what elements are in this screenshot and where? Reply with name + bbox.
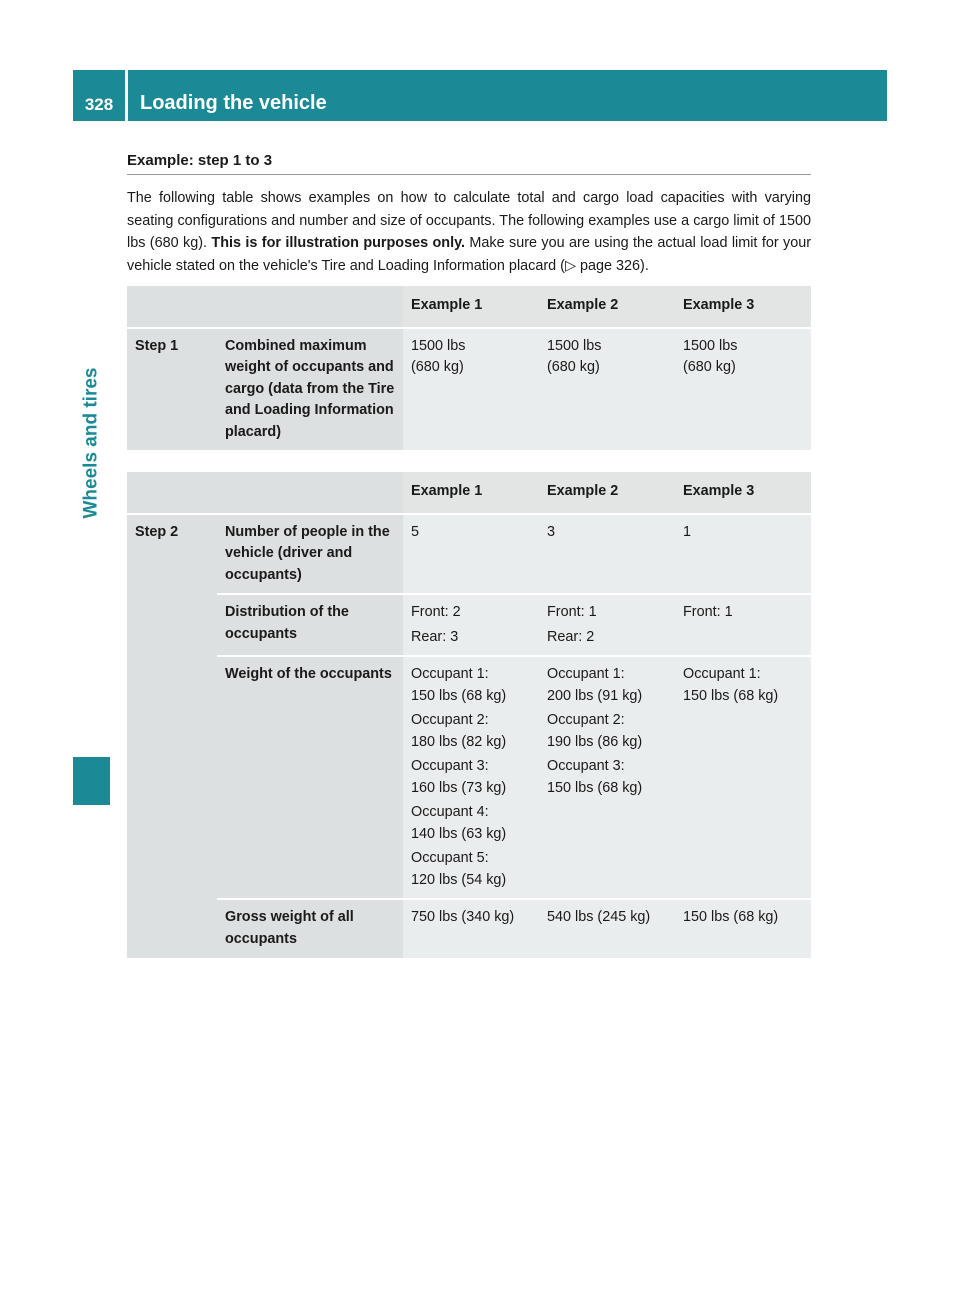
occupant-label: Occupant 2: xyxy=(411,712,489,728)
occupant-weight: 150 lbs (68 kg) xyxy=(547,779,643,796)
intro-paragraph xyxy=(127,187,811,277)
chapter-tab-marker xyxy=(73,757,110,805)
value-cell: 3 xyxy=(539,513,675,594)
value-cell xyxy=(403,655,539,898)
row-label: Combined maximum weight of occupants and cargo (data from the Tire and Loading Information placard) xyxy=(217,327,403,451)
table-header-row xyxy=(127,472,811,513)
main-content xyxy=(127,152,811,958)
step2-table xyxy=(127,472,811,958)
header-example-3: Example 3 xyxy=(675,472,811,513)
table-row xyxy=(127,593,811,655)
row-label: Weight of the occupants xyxy=(217,655,403,898)
table-row xyxy=(127,327,811,451)
occupant-entry xyxy=(411,710,532,753)
occupant-label: Occupant 2: xyxy=(547,712,625,728)
header-empty-cell xyxy=(217,286,403,327)
intro-emphasis: This is for illustration purposes only. xyxy=(211,235,466,251)
occupant-entry xyxy=(547,664,668,707)
occupant-label: Occupant 3: xyxy=(411,758,489,774)
intro-text-2: Make sure you are using the actual load limit for your vehicle stated on the vehicle's Tire and Loading Information placard ( xyxy=(127,235,812,274)
page-header-title: Loading the vehicle xyxy=(128,70,887,121)
header-example-2: Example 2 xyxy=(539,286,675,327)
occupant-weight: 140 lbs (63 kg) xyxy=(411,825,507,842)
intro-text-1: The following table shows examples on how to calculate total and cargo load capacities with varying seating configurations and number and size of occupants. The following examples use a cargo limit of 1500 lbs (680 kg). xyxy=(127,190,811,251)
occupant-weight: 120 lbs (54 kg) xyxy=(411,871,507,888)
occupant-weight: 190 lbs (86 kg) xyxy=(547,733,643,750)
header-empty-cell xyxy=(127,472,217,513)
value-cell xyxy=(675,655,811,898)
value-cell xyxy=(539,593,675,655)
table-row xyxy=(127,898,811,958)
occupant-entry xyxy=(411,664,532,707)
occupant-weight: 160 lbs (73 kg) xyxy=(411,779,507,796)
header-empty-cell xyxy=(127,286,217,327)
occupant-entry xyxy=(547,756,668,799)
header-example-3: Example 3 xyxy=(675,286,811,327)
page-reference-link[interactable]: page 326). xyxy=(576,257,649,274)
value-cell: 150 lbs (68 kg) xyxy=(675,898,811,958)
step-label: Step 2 xyxy=(127,513,217,959)
occupant-weight: 150 lbs (68 kg) xyxy=(683,687,779,704)
occupant-entry xyxy=(411,756,532,799)
value-line: 1500 lbs xyxy=(411,337,466,354)
value-cell: 1 xyxy=(675,513,811,594)
header-example-1: Example 1 xyxy=(403,286,539,327)
value-cell xyxy=(403,593,539,655)
table-row xyxy=(127,655,811,898)
occupant-entry xyxy=(411,848,532,891)
row-label: Number of people in the vehicle (driver and occupants) xyxy=(217,513,403,594)
value-line: Rear: 3 xyxy=(411,628,459,645)
page-reference-arrow-icon: ▷ xyxy=(564,257,577,274)
occupant-entry xyxy=(683,664,804,707)
value-line: 1500 lbs xyxy=(547,337,602,354)
value-cell: 5 xyxy=(403,513,539,594)
header-example-1: Example 1 xyxy=(403,472,539,513)
value-cell xyxy=(539,327,675,451)
table-header-row xyxy=(127,286,811,327)
header-example-2: Example 2 xyxy=(539,472,675,513)
value-line: Front: 2 xyxy=(411,604,461,620)
chapter-tab-label: Wheels and tires xyxy=(80,367,102,519)
value-line: Rear: 2 xyxy=(547,628,595,645)
value-cell: 540 lbs (245 kg) xyxy=(539,898,675,958)
value-line: (680 kg) xyxy=(683,359,736,375)
occupant-entry xyxy=(547,710,668,753)
row-label: Distribution of the occupants xyxy=(217,593,403,655)
occupant-label: Occupant 5: xyxy=(411,850,489,866)
value-cell xyxy=(675,593,811,655)
value-line: Front: 1 xyxy=(683,604,733,620)
value-line: Front: 1 xyxy=(547,604,597,620)
page-number: 328 xyxy=(73,70,125,121)
occupant-label: Occupant 3: xyxy=(547,758,625,774)
row-label: Gross weight of all occupants xyxy=(217,898,403,958)
occupant-weight: 150 lbs (68 kg) xyxy=(411,687,507,704)
value-cell xyxy=(403,327,539,451)
value-cell xyxy=(539,655,675,898)
table-row xyxy=(127,513,811,594)
chapter-side-tab xyxy=(73,131,110,755)
occupant-weight: 200 lbs (91 kg) xyxy=(547,687,643,704)
occupant-entry xyxy=(411,802,532,845)
step1-table xyxy=(127,286,811,450)
section-title: Example: step 1 to 3 xyxy=(127,152,811,175)
value-line: 1500 lbs xyxy=(683,337,738,354)
occupant-weight: 180 lbs (82 kg) xyxy=(411,733,507,750)
occupant-label: Occupant 1: xyxy=(683,666,761,682)
value-cell: 750 lbs (340 kg) xyxy=(403,898,539,958)
occupant-label: Occupant 1: xyxy=(547,666,625,682)
value-line: (680 kg) xyxy=(547,359,600,375)
header-empty-cell xyxy=(217,472,403,513)
step-label: Step 1 xyxy=(127,327,217,451)
value-line: (680 kg) xyxy=(411,359,464,375)
occupant-label: Occupant 1: xyxy=(411,666,489,682)
value-cell xyxy=(675,327,811,451)
occupant-label: Occupant 4: xyxy=(411,804,489,820)
